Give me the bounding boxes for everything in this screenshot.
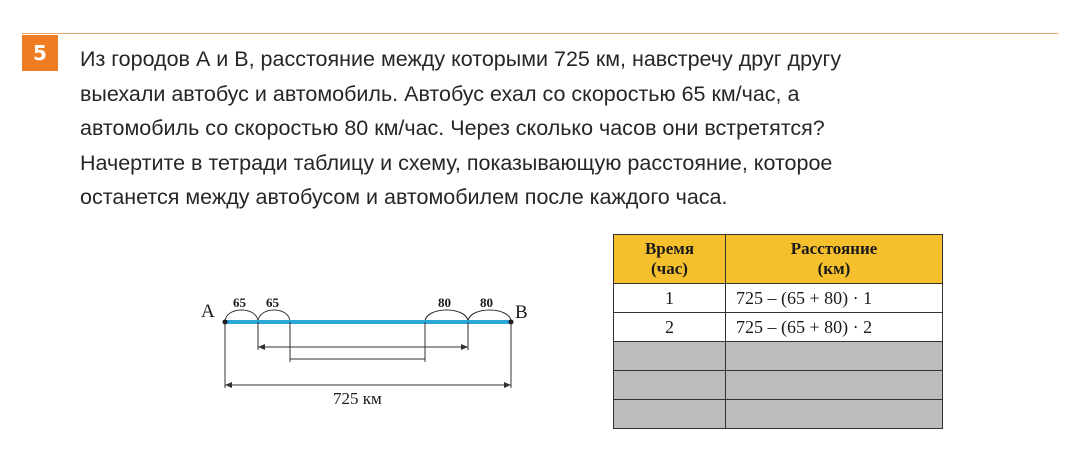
speed-label-a2: 65 xyxy=(266,295,279,310)
header-time: Время (час) xyxy=(614,235,726,284)
problem-line-5: останется между автобусом и автомобилем после каждого часа. xyxy=(80,185,728,209)
speed-label-b2: 80 xyxy=(480,295,493,310)
distance-cell: 725 – (65 + 80) · 1 xyxy=(726,284,943,313)
problem-line-3: автомобиль со скоростью 80 км/час. Через сколько часов они встретятся? xyxy=(80,116,825,140)
problem-text xyxy=(80,42,1040,215)
distance-scheme xyxy=(190,292,540,422)
empty-table-row xyxy=(614,342,943,371)
point-b-label: B xyxy=(515,302,528,323)
empty-table-row xyxy=(614,400,943,429)
problem-line-4: Начертите в тетради таблицу и схему, показывающую расстояние, которое xyxy=(80,150,833,175)
empty-cell xyxy=(726,371,943,400)
distance-cell: 725 – (65 + 80) · 2 xyxy=(726,313,943,342)
point-a-label: A xyxy=(201,301,215,322)
total-distance-label: 725 км xyxy=(333,389,382,408)
table-row xyxy=(614,284,943,313)
table-row xyxy=(614,313,943,342)
header-distance: Расстояние (км) xyxy=(726,235,943,284)
remaining-after-hour-2 xyxy=(290,322,425,362)
problem-line-2: выехали автобус и автомобиль. Автобус ехал со скоростью 65 км/час, а xyxy=(80,81,800,106)
empty-cell xyxy=(726,342,943,371)
speed-label-a1: 65 xyxy=(233,295,246,310)
empty-cell xyxy=(614,371,726,400)
empty-table-row xyxy=(614,371,943,400)
speed-label-b1: 80 xyxy=(438,295,451,310)
problem-line-1: Из городов А и В, расстояние между которыми 725 км, навстречу друг другу xyxy=(80,47,842,71)
distance-table xyxy=(613,234,943,429)
time-cell: 1 xyxy=(614,284,726,313)
top-divider xyxy=(22,33,1058,34)
time-cell: 2 xyxy=(614,313,726,342)
table-header-row xyxy=(614,235,943,284)
task-number-badge: 5 xyxy=(22,35,58,71)
empty-cell xyxy=(614,400,726,429)
empty-cell xyxy=(726,400,943,429)
empty-cell xyxy=(614,342,726,371)
